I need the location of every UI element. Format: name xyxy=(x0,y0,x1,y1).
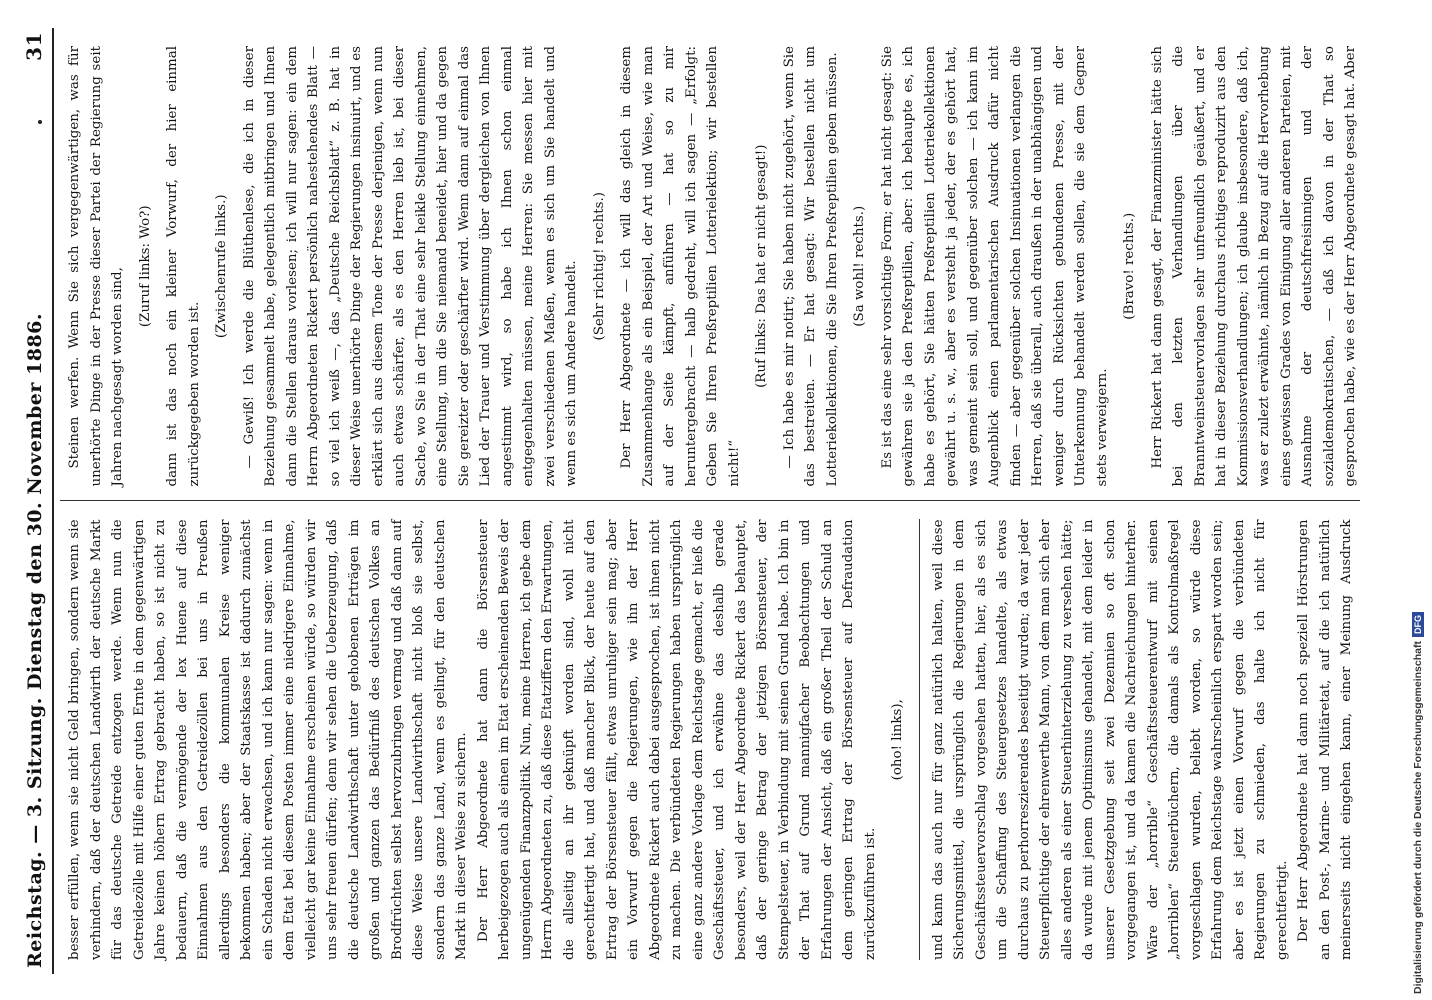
interjection: (Zwischenrufe links.) xyxy=(214,194,229,339)
paragraph: Der Herr Abgeordnete hat dann noch speziell Hörstrungen an den Post-, Marine- und Militäretat, auf die ich natürlich meinerseits nicht eingehen kann, einer Meinung Ausdruck xyxy=(1296,519,1354,960)
paragraph: — Ich habe es mir notirt; Sie haben nicht zugehört, wenn Sie das bestreiten. — Er hat gesagt: Wir bestellen nicht um Lotteriekollektionen, die Sie Ihren Preßreptilien geben müssen. xyxy=(781,46,840,487)
digitization-credit xyxy=(1408,10,1428,1000)
left-column xyxy=(60,502,1360,975)
interjection: (Bravo! rechts.) xyxy=(1122,212,1137,320)
paragraph: Es ist das eine sehr vorsichtige Form; er hat nicht gesagt: Sie gewähren sie ja den Preßreptilien, aber: ich behaupte es, ich habe es gehört, Sie hätten Preßreptilien Lotteriekollektionen gewährt u. s. w., aber es versteht ja jeder, der es gehört hat, was gemeint sein soll, und gegenüber solchen — ich kann im Augenblick einen parlamentarischen Ausdruck dafür nicht finden — aber gegenüber solchen Insinuationen verlangen die Herren, daß sie überall, auch draußen in der unabhängigen und weniger durch Rücksichten gebundenen Presse, mit der Unterkennung behandelt werden sollen, die sie dem Gegner stets verweigern. xyxy=(879,46,1110,487)
interjection: (Sa wohl! rechts.) xyxy=(852,205,867,327)
interjection: (Ruf links: Das hat er nicht gesagt!) xyxy=(754,144,769,388)
interjection: (oho! links), xyxy=(890,699,905,781)
interjection: (Zuruf links: Wo?) xyxy=(137,205,153,328)
dfg-logo: DFG xyxy=(1412,612,1424,637)
credit-text: Digitalisierung gefördert durch die Deutsche Forschungsgemeinschaft xyxy=(1412,641,1424,994)
paragraph: — Gewiß! Ich werde die Blüthenlese, die ich in dieser Beziehung gesammelt habe, gelegentlich mitbringen und Ihnen dann die Stellen daraus vorlesen; ich will nur sagen: ein dem Herrn Abgeordneten Rickert persönlich nahestehendes Blatt — so viel ich weiß —, das „Deutsche Reichsblatt“ z. B. hat in dieser Weise unerhörte Dinge der Regierungen insinuirt, und es erklärt sich aus diesem Tone der Presse derjenigen, wenn nun auch etwas schärfer, als es den Herren lieb ist, bei dieser Sache, wo Sie in der That eine sehr heikle Stellung einnehmen, eine Stellung, um die Sie niemand beneidet, hier und da gegen Sie gereizter oder geschärfter wird. Wenn dann auf einmal das Lied der Trauer und Verstimmung über dergleichen von Ihnen angestimmt wird, so habe ich Ihnen schon einmal entgegenhalten müssen, meine Herren: Sie messen hier mit zwei verschiedenen Maßen, wenn es sich um Sie handelt und wenn es sich um Andere handelt. xyxy=(241,46,579,487)
paragraph: dann ist das noch ein kleiner Vorwurf, der hier einmal zurückgegeben worden ist. xyxy=(165,46,202,487)
paragraph: Der Herr Abgeordnete — ich will das gleich in diesem Zusammenhange als ein Beispiel, der Art und Weise, wie man auf der Seite kämpft, anführen — hat so zu mir heruntergebracht — halb gedreht, will ich sagen — „Erfolgt: Geben Sie Ihren Preßreptilien Lotterielektion; wir bestellen nicht!“ xyxy=(619,46,742,487)
text-columns xyxy=(60,28,1360,974)
print-speck xyxy=(38,120,42,124)
paragraph: Der Herr Abgeordnete hat dann die Börsensteuer herbeigezogen auch als einen im Etat erscheinenden Beweis der ungenügenden Finanzpolitik. Nun, meine Herren, ich gebe dem Herrn Abgeordneten zu, daß diese Etatziffern den Erwartungen, die allseitig an ihr geknüpft worden sind, wohl nicht gerechtfertigt hat, und daß mancher Blick, der heute auf den Ertrag der Börsensteuer fällt, etwas unruhiger sein mag; aber ein Vorwurf gegen die Regierungen, wie ihn der Herr Abgeordnete Rickert auch dabei ausgesprochen, ist ihnen nicht zu machen. Die verbündeten Regierungen haben ursprünglich eine ganz andere Vorlage dem Reichstage gemacht, er hieß die Geschäftssteuer, und ich erwähne das deshalb gerade besonders, weil der Herr Abgeordnete Rickert das behauptet, daß der geringe Betrag der jetzigen Börsensteuer, der Stempelsteuer, in Verbindung mit seinen Grund habe. Ich bin in der That auf Grund mannigfacher Beobachtungen und Erfahrungen der Ansicht, daß ein großer Theil der Schuld an dem geringen Ertrag der Börsensteuer auf Defraudation zurückzuführen ist. xyxy=(475,519,878,960)
right-column xyxy=(60,28,1360,502)
header-title: Reichstag. — 3. Sitzung. Dienstag den 30. November 1886. xyxy=(24,312,46,968)
interjection: (Sehr richtig! rechts.) xyxy=(591,192,607,341)
running-header xyxy=(22,28,54,974)
paragraph: Herr Rickert hat dann gesagt, der Finanzminister hätte sich bei den letzten Verhandlungen über die Branntweinsteuervorlagen sehr unfreundlich geäußert, und er hat in dieser Beziehung durchaus richtiges reproduzirt aus den Kommissionsverhandlungen; ich glaube insbesondere, daß ich, was er zulezt erwähnte, nämlich in Bezug auf die Hervorhebung eines gewissen Grades von Einigung aller anderen Parteien, mit Ausnahme der deutschfreisinnigen und der sozialdemokratischen, — daß ich davon in der That so gesprochen habe, wie es der Herr Abgeordnete gesagt hat. Aber xyxy=(1149,46,1358,487)
paragraph: besser erfüllen, wenn sie nicht Geld bringen, sondern wenn sie verhindern, daß der deutschen Landwirth der deutsche Markt für das deutsche Getreide entzogen werde. Wenn nun die Getreidezölle mit Hilfe einer guten Ernte in dem gegenwärtigen Jahre keinen höhern Ertrag gebracht haben, so ist nicht zu bedauern, daß die vermögende der lex Huene auf diese Einnahmen aus den Getreidezöllen bei uns in Preußen allerdings besonders die kommunalen Kreise weniger bekommen haben; aber der Staatskasse ist dadurch zunächst ein Schaden nicht erwachsen, und ich kann nur sagen: wenn in dem Etat bei diesem Posten immer eine niedrigere Einnahme, vielleicht gar keine Einnahme erscheinen würde, so würden wir uns sehr freuen dürfen; denn wir sehen die Ueberzeugung, daß die deutsche Landwirthschaft unter gehobenen Erträgen im großen und ganzen das Bedürfniß des deutschen Volkes an Brodfrüchten selbst hervorzubringen vermag und daß dann auf diese Weise unsere Landwirthschaft nicht bloß sie selbst, sondern das ganze Land, wenn es gelingt, für den deutschen Markt in dieser Weise zu sichern. xyxy=(67,519,469,960)
page-number: 31 xyxy=(22,32,46,61)
paragraph: Steinen werfen. Wenn Sie sich vergegenwärtigen, was für unerhörte Dinge in der Presse dieser Partei der Regierung seit Jahren nachgesagt worden sind, xyxy=(67,46,125,487)
column-divider xyxy=(919,520,920,961)
paragraph: und kann das auch nur für ganz natürlich halten, weil diese Sicherungsmittel, die ursprünglich die Regierungen in dem Geschäftssteuervorschlag vorgesehen hatten, hier, als es sich um die Schaffung des Steuergesetzes handelte, als etwas durchaus zu perhorreszierendes beseitigt wurden; da war jeder Steuerpflichtige der ehrenwerthe Mann, von dem man sich eher alles anderen als einer Steuerhinterziehung zu versehen hätte; da wurde mit jenem Optimismus gehandelt, mit dem leider in unserer Gesetzgebung seit zwei Dezennien so oft schon vorgegangen ist, und da kamen die Nachreichungen hinterher. Wäre der „horrible“ Geschäftssteuerentwurf mit seinen „horriblen“ Steuerbüchern, die damals als Kontrolmaßregel vorgeschlagen wurden, beliebt worden, so würde diese Erfahrung dem Reichstage wahrscheinlich erspart worden sein; aber es ist jetzt einen Vorwurf gegen die verbündeten Regierungen zu schmieden, das halte ich nicht für gerechtfertigt. xyxy=(930,519,1290,960)
